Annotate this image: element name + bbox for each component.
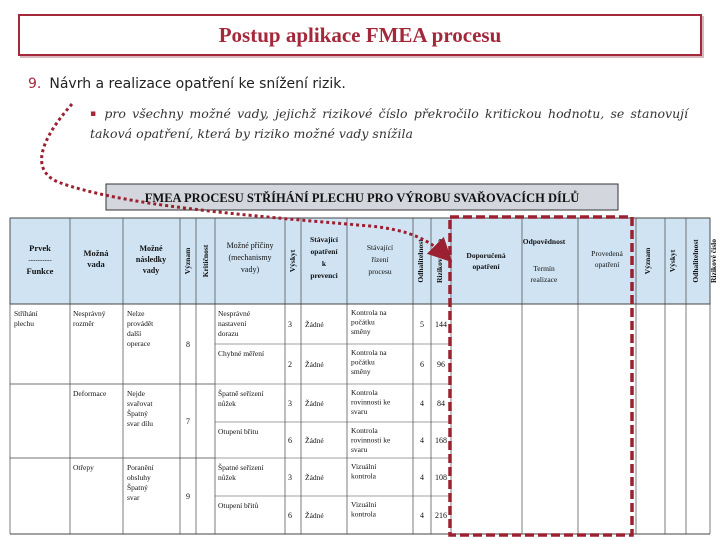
- cell-rizikove-cislo: 84: [437, 399, 445, 408]
- cell-vada: Deformace: [73, 389, 107, 398]
- cell-odhalitelnost: 6: [420, 360, 424, 369]
- cell-vyskyt: 3: [288, 399, 292, 408]
- cell-prvek: plechu: [14, 319, 34, 328]
- heading-number: 9.: [28, 76, 42, 92]
- cell-nasledky: obsluhy: [127, 473, 151, 482]
- cell-vyskyt: 6: [288, 436, 292, 445]
- header-stavajici-rizeni: řízení: [371, 255, 389, 264]
- cell-opatreni: Žádné: [305, 320, 324, 329]
- cell-pricina: Špatně seřízení: [218, 389, 264, 398]
- header-doporucena-opatreni: opatření: [472, 262, 500, 271]
- cell-nasledky: svar: [127, 493, 140, 502]
- cell-pricina: Otupení břitu: [218, 427, 259, 436]
- cell-rizikove-cislo: 108: [435, 473, 447, 482]
- cell-vada: Otřepy: [73, 463, 94, 472]
- section-heading: [28, 76, 346, 92]
- header-vyskyt: Výskyt: [288, 249, 297, 273]
- header-mozna-vada: Možná: [83, 248, 109, 258]
- cell-vada: Nesprávný: [73, 309, 106, 318]
- header-stavajici-opatreni: Stávající: [310, 235, 338, 244]
- cell-rizeni: kontrola: [351, 471, 376, 481]
- header-mozne-priciny: vady): [240, 265, 260, 274]
- header-vyskyt-2: Výskyt: [668, 249, 677, 273]
- header-mozne-nasledky: Možné: [139, 244, 163, 253]
- cell-rizeni: směny: [351, 367, 371, 376]
- cell-kriticnost: 8: [186, 340, 190, 349]
- header-mozne-nasledky: následky: [135, 255, 167, 264]
- cell-pricina: Nesprávné: [218, 309, 251, 318]
- fmea-table: [10, 184, 718, 534]
- cell-odhalitelnost: 4: [420, 399, 424, 408]
- cell-rizeni: počátku: [351, 317, 375, 327]
- cell-opatreni: Žádné: [305, 511, 324, 520]
- header-dashes: ----------: [28, 256, 52, 264]
- header-rizikove-cislo: Rizikové číslo: [435, 239, 444, 283]
- cell-pricina: Otupení břitů: [218, 501, 259, 510]
- header-vyznam-2: Význam: [643, 247, 652, 275]
- header-stavajici-rizeni: procesu: [368, 267, 392, 276]
- cell-rizeni: rovinnosti ke: [351, 435, 391, 445]
- cell-vyskyt: 6: [288, 511, 292, 520]
- cell-nasledky: Poranění: [127, 463, 154, 472]
- header-prvek: Prvek: [29, 243, 51, 253]
- cell-rizeni: směny: [351, 327, 371, 336]
- cell-rizikove-cislo: 96: [437, 360, 445, 369]
- cell-pricina: nastavení: [218, 319, 247, 328]
- cell-pricina: Chybné měření: [218, 349, 265, 358]
- header-stavajici-opatreni: k: [321, 259, 327, 268]
- cell-vada: rozměr: [73, 319, 95, 328]
- slide-title-box: [18, 14, 702, 56]
- header-stavajici-opatreni: opatření: [310, 247, 338, 256]
- bullet-text: pro všechny možné vady, jejichž rizikové číslo překročilo kritickou hodnotu, se stanovují taková opatření, která by riziko možné vady snížila: [90, 106, 689, 141]
- header-mozne-priciny: (mechanismy: [228, 253, 272, 262]
- cell-pricina: Špatné seřízení: [218, 463, 264, 472]
- cell-opatreni: Žádné: [305, 473, 324, 482]
- cell-rizikove-cislo: 144: [435, 320, 447, 329]
- cell-pricina: nůžek: [218, 473, 236, 482]
- header-mozne-nasledky: vady: [142, 266, 160, 275]
- cell-nasledky: Špatný: [127, 483, 148, 492]
- cell-kriticnost: 9: [186, 492, 190, 501]
- cell-pricina: nůžek: [218, 399, 236, 408]
- header-funkce: Funkce: [26, 266, 54, 276]
- cell-opatreni: Žádné: [305, 399, 324, 408]
- cell-nasledky: svar dílu: [127, 419, 154, 428]
- cell-nasledky: provádět: [127, 319, 154, 328]
- cell-rizikove-cislo: 216: [435, 511, 447, 520]
- cell-nasledky: operace: [127, 339, 151, 348]
- cell-odhalitelnost: 4: [420, 473, 424, 482]
- cell-rizeni: Vizuální: [351, 500, 377, 509]
- header-kriticnost: Kritičnost: [201, 244, 210, 278]
- cell-vyskyt: 3: [288, 320, 292, 329]
- cell-rizeni: Kontrola na: [351, 348, 387, 357]
- header-termin: realizace: [530, 275, 558, 284]
- cell-nasledky: Špatný: [127, 409, 148, 418]
- header-provedena-opatreni: Provedená: [591, 249, 623, 258]
- cell-rizeni: Kontrola: [351, 426, 378, 435]
- header-doporucena-opatreni: Doporučená: [466, 251, 506, 260]
- header-mozne-priciny: Možné příčiny: [226, 241, 274, 250]
- cell-odhalitelnost: 5: [420, 320, 424, 329]
- header-rizikove-cislo-2: Rizikové číslo: [709, 239, 718, 283]
- cell-pricina: dorazu: [218, 329, 239, 338]
- header-mozna-vada: vada: [87, 259, 105, 269]
- cell-rizeni: Vizuální: [351, 462, 377, 471]
- header-termin: Termín: [533, 264, 555, 273]
- header-odpovednost: Odpovědnost: [522, 237, 566, 246]
- header-stavajici-rizeni: Stávající: [366, 243, 394, 252]
- cell-rizeni: svaru: [351, 445, 368, 454]
- table-title: FMEA PROCESU STŘÍHÁNÍ PLECHU PRO VÝROBU SVAŘOVACÍCH DÍLŮ: [144, 191, 580, 205]
- cell-nasledky: další: [127, 329, 142, 338]
- cell-rizeni: Kontrola: [351, 388, 378, 397]
- cell-kriticnost: 7: [186, 417, 190, 426]
- cell-rizeni: kontrola: [351, 509, 376, 519]
- cell-vyskyt: 3: [288, 473, 292, 482]
- cell-odhalitelnost: 4: [420, 511, 424, 520]
- cell-vyskyt: 2: [288, 360, 292, 369]
- header-odhalitelnost: Odhalitelnost: [416, 239, 425, 283]
- cell-rizeni: rovinnosti ke: [351, 397, 391, 407]
- header-stavajici-opatreni: prevenci: [310, 271, 338, 280]
- cell-opatreni: Žádné: [305, 360, 324, 369]
- heading-text: Návrh a realizace opatření ke snížení rizik.: [49, 76, 346, 92]
- header-vyznam: Význam: [183, 247, 192, 275]
- header-provedena-opatreni: opatření: [594, 260, 620, 269]
- cell-nasledky: svařovat: [127, 399, 153, 408]
- bullet-square-icon: ▪: [90, 109, 99, 119]
- header-odhalitelnost-2: Odhalitelnost: [691, 239, 700, 283]
- cell-rizeni: svaru: [351, 407, 368, 416]
- cell-nasledky: Nejde: [127, 389, 145, 398]
- cell-rizikove-cislo: 168: [435, 436, 447, 445]
- bullet-paragraph: [90, 104, 688, 144]
- cell-odhalitelnost: 4: [420, 436, 424, 445]
- slide-title: Postup aplikace FMEA procesu: [218, 22, 502, 47]
- cell-prvek: Stříhání: [14, 309, 38, 318]
- cell-rizeni: počátku: [351, 357, 375, 367]
- cell-opatreni: Žádné: [305, 436, 324, 445]
- cell-rizeni: Kontrola na: [351, 308, 387, 317]
- cell-nasledky: Nelze: [127, 309, 145, 318]
